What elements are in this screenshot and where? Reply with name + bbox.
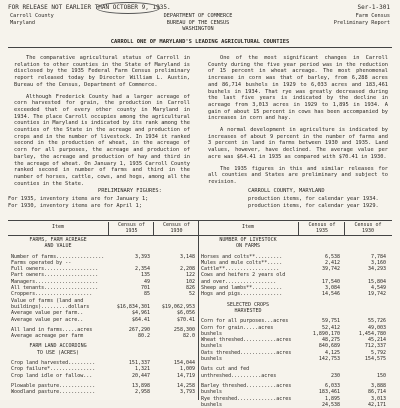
value-1935: 6,538	[324, 253, 340, 260]
col-1930-header: Census of 1930	[153, 222, 199, 235]
col-1930-header: Census of 1930	[344, 222, 391, 235]
value-1935: 267,290	[128, 326, 150, 333]
prelim-line2-right: production items, for calendar year 1929.	[248, 203, 379, 209]
value-1935: $64.41	[131, 316, 150, 323]
row-item: Cattle**..................	[201, 266, 280, 273]
table-left-header	[8, 221, 198, 236]
value-1930: 1,454,780	[358, 330, 386, 337]
value-1930: 122	[185, 272, 195, 279]
row-item: Sheep and lambs**..........	[201, 285, 283, 292]
value-1930: 49,003	[367, 324, 386, 331]
value-1935: 183,461	[318, 389, 340, 396]
value-1935: 49	[143, 278, 150, 285]
row-item: bushels	[201, 401, 223, 408]
value-1935: 840,689	[318, 343, 340, 350]
value-1930: 45,214	[367, 337, 386, 344]
value-1935: 3,393	[134, 253, 150, 260]
value-1935: 1,895	[324, 395, 340, 402]
value-1930: 52	[188, 291, 195, 298]
section-heading: FARMS, FARM ACREAGE	[29, 237, 87, 243]
row-item: Crop land harvested.........	[11, 360, 96, 367]
table-row	[198, 356, 392, 362]
value-1930: 2,208	[179, 266, 195, 273]
value-1930: 102	[185, 278, 195, 285]
value-1935: $16,834,301	[116, 303, 150, 310]
row-item: Mules and mule colts**.....	[201, 259, 283, 266]
value-1930: 14,258	[176, 382, 195, 389]
value-1935: 80.2	[137, 333, 150, 340]
value-1935: 85	[143, 291, 150, 298]
section-heading: TO USE (ACRES)	[36, 349, 80, 356]
value-1935: 1,890,170	[312, 330, 340, 337]
row-item: Full owners..................	[11, 266, 99, 273]
value-1930: 55,726	[367, 318, 386, 325]
value-1930: 3,013	[370, 395, 386, 402]
col-1935-header: Census of 1935	[298, 222, 345, 235]
table-left-half	[8, 221, 199, 400]
value-1930: 826	[185, 285, 195, 292]
release-headline: CARROLL ONE OF MARYLAND'S LEADING AGRICULTURAL COUNTIES	[110, 39, 290, 45]
row-item: Woodland pasture............	[11, 389, 96, 396]
letterhead	[8, 13, 392, 39]
value-1930: $6,056	[176, 310, 195, 317]
value-1935: 14,546	[321, 291, 340, 298]
value-1930: 258,300	[173, 326, 195, 333]
table-row	[198, 373, 392, 379]
row-item: Value of farms (land and	[11, 297, 84, 304]
table-right-rows	[198, 237, 392, 408]
value-1935: 142,753	[318, 356, 340, 363]
row-item: Average acreage per farm	[11, 333, 84, 340]
department-heading: DEPARTMENT OF COMMERCE BUREAU OF THE CENSUS WASHINGTON	[163, 13, 233, 32]
value-1930: $19,062,953	[161, 303, 195, 310]
value-1930: 14,719	[176, 372, 195, 379]
section-heading: NUMBER OF LIVESTOCK	[219, 237, 277, 243]
value-1930: 42,171	[367, 401, 386, 408]
release-date: FOR RELEASE NOT EARLIER THAN OCTOBER 9, 1935.	[8, 4, 171, 11]
table-row	[198, 402, 392, 408]
body-paragraph: The 1935 figures in this and similar releases for all counties and States are preliminary and subject to revision.	[208, 165, 388, 185]
value-1935: 2,354	[134, 266, 150, 273]
row-item: Average value per acre..	[11, 316, 84, 323]
row-item: Barley threshed..........acres	[201, 382, 292, 389]
row-item: Wheat threshed...........acres	[201, 337, 292, 344]
col-item-header: Item	[241, 224, 255, 230]
value-1935: 151,337	[128, 360, 150, 367]
section-heading: ON FARMS	[235, 243, 261, 250]
value-1935: 24,538	[321, 401, 340, 408]
row-item: bushels	[201, 356, 223, 363]
census-table	[8, 220, 392, 408]
row-item: Managers.....................	[11, 278, 99, 285]
value-1935: 135	[140, 272, 150, 279]
value-1935: $4,961	[131, 310, 150, 317]
row-item: Average value per farm..	[11, 310, 84, 317]
row-item: All land in farms.....acres	[11, 326, 93, 333]
value-1935: 2,412	[324, 259, 340, 266]
body-column-right	[208, 55, 388, 191]
value-1930: 1,009	[179, 366, 195, 373]
header-rule	[8, 47, 392, 48]
value-1935: 3,084	[324, 285, 340, 292]
release-line	[8, 3, 392, 12]
prelim-line1-left: For 1935, inventory items are for January 1;	[8, 196, 149, 202]
value-1930: 150	[376, 372, 386, 379]
row-item: Hogs and pigs..............	[201, 291, 283, 298]
county-label: Carroll County Maryland	[10, 13, 54, 26]
body-paragraph: The comparative agricultural status of Carroll in relation to other counties in the State of Maryland is disclosed by the 1935 Federal Farm Census preliminary report released today by Director William L. Austin, Bureau of the Census, Department of Commerce.	[14, 55, 190, 88]
body-column-left	[14, 55, 190, 192]
row-item: Croppers...................	[11, 291, 93, 298]
value-1935: 4,125	[324, 349, 340, 356]
col-item-header: Item	[51, 224, 65, 230]
value-1935: 39,742	[321, 266, 340, 273]
prelim-title-left: PRELIMINARY FIGURES:	[98, 188, 162, 194]
row-item: Number of farms................	[11, 253, 105, 260]
value-1930: 154,575	[364, 356, 386, 363]
report-type: Farm Census Preliminary Report	[333, 13, 390, 26]
value-1930: 19,742	[367, 291, 386, 298]
prelim-line1-right: production items, for calendar year 1934.	[248, 196, 379, 202]
value-1930: 3,160	[370, 259, 386, 266]
value-1930: $70.41	[176, 316, 195, 323]
value-1935: 13,898	[131, 382, 150, 389]
row-item: Plowable pasture............	[11, 382, 96, 389]
table-left-rows	[8, 237, 198, 396]
value-1930: 7,784	[370, 253, 386, 260]
value-1930: 15,804	[367, 278, 386, 285]
prelim-title-right: CARROLL COUNTY, MARYLAND	[248, 188, 325, 194]
value-1935: 1,321	[134, 366, 150, 373]
section-heading: FARM LAND ACCORDING	[29, 343, 87, 350]
value-1935: 701	[140, 285, 150, 292]
document-number: Ser-1-301	[357, 4, 390, 11]
row-item: bushels	[201, 330, 223, 337]
value-1930: 3,148	[179, 253, 195, 260]
row-item: Farms operated by --	[11, 259, 72, 266]
table-row	[8, 389, 198, 395]
body-paragraph: A normal development in agriculture is indicated by increases of about 9 percent in the number of farms and 3 percent in land in farms between 1930 and 1935. Land values, however, have declined. The average value per acre was $64.41 in 1935 as compared with $70.41 in 1930.	[208, 127, 388, 160]
value-1930: 82.0	[182, 333, 195, 340]
table-row	[8, 333, 198, 339]
row-item: Rye threshed.............acres	[201, 395, 292, 402]
value-1930: 3,888	[370, 382, 386, 389]
value-1935: 230	[330, 372, 340, 379]
row-item: Corn for all purposes...acres	[201, 318, 289, 325]
table-row	[8, 373, 198, 379]
body-paragraph: Although Frederick County had a larger acreage of corn harvested for grain, the production in Carroll exceeded that of every other county in Maryland in 1934. The place Carroll occupies among the agricultural counties in Maryland is indicated by its rank among the counties of the State in the acreage and production of crops and in the number of livestock. In 1934 it ranked second in the production of wheat, in the acreage of corn for all purposes, the acreage and production of barley, the acreage and production of hay and third in the acreage of wheat. On January 1, 1935 Carroll County ranked second in number of farms and third in the number of horses, cattle, cows, and hogs, among all the counties in the State.	[14, 93, 190, 187]
row-item: Corn for grain.....acres	[201, 324, 274, 331]
row-item: bushels	[201, 343, 223, 350]
row-item: buildings).........dollars	[11, 303, 90, 310]
section-heading: AND VALUE	[44, 243, 72, 250]
table-row	[8, 317, 198, 323]
value-1930: 154,044	[173, 360, 195, 367]
row-item: and over.................	[201, 278, 277, 285]
value-1935: 17,540	[321, 278, 340, 285]
row-item: unthreshed..........acres	[201, 372, 277, 379]
value-1930: 4,549	[370, 285, 386, 292]
row-item: Cows and heifers 2 years old	[201, 272, 286, 279]
value-1930: 86,714	[367, 389, 386, 396]
row-item: bushels	[201, 389, 223, 396]
value-1930: 34,293	[367, 266, 386, 273]
row-item: All tenants..................	[11, 285, 99, 292]
prelim-line2-left: For 1930, inventory items are for April 1;	[8, 203, 142, 209]
value-1935: 48,275	[321, 337, 340, 344]
value-1930: 712,337	[364, 343, 386, 350]
table-row	[198, 291, 392, 297]
row-item: Oats threshed............acres	[201, 349, 292, 356]
value-1930: 5,792	[370, 349, 386, 356]
table-right-header	[198, 221, 392, 236]
row-item: Crop failure*...............	[11, 366, 96, 373]
value-1935: 52,412	[321, 324, 340, 331]
value-1935: 20,447	[131, 372, 150, 379]
value-1935: 59,751	[321, 318, 340, 325]
body-paragraph: One of the most significant changes in Carroll County during the five year period was in the reduction of 15 percent in wheat acreage. The most phenomenal increase in corn was that of barley, from 6,288 acres and 86,714 bushels in 1929 to 6,033 acres and 183,461 bushels in 1934. That rye was greatly decreased during the last five years is indicated by the decline in acreage from 3,013 acres in 1929 to 1,895 in 1934. A gain of about 15 percent in cows has been accompanied by increases in corn and hay.	[208, 55, 388, 122]
value-1930: 3,793	[179, 389, 195, 396]
col-1935-header: Census of 1935	[108, 222, 154, 235]
row-item: Crop land idle or fallow...	[11, 372, 93, 379]
table-right-half	[198, 221, 392, 408]
row-item: Part owners..................	[11, 272, 99, 279]
value-1935: 6,033	[324, 382, 340, 389]
section-heading: SELECTED CROPS	[226, 301, 270, 308]
value-1935: 2,958	[134, 389, 150, 396]
row-item: Oats cut and fed	[201, 366, 250, 373]
row-item: Horses and colts**.........	[201, 253, 283, 260]
section-heading: HARVESTED	[234, 307, 262, 314]
